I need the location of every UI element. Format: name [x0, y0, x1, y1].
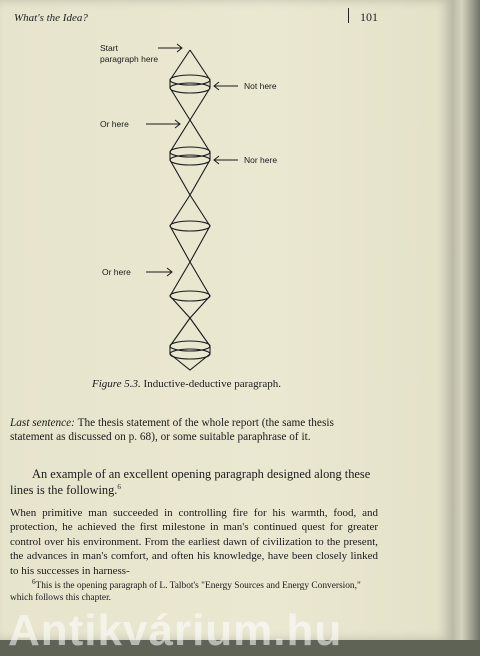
running-head: What's the Idea? [14, 12, 88, 24]
page-number: 101 [360, 10, 378, 24]
footnote-reference: 6 [117, 482, 121, 491]
cone-5-down [170, 318, 210, 346]
example-paragraph [10, 466, 374, 498]
arrow-or-here-1 [146, 120, 180, 128]
last-sentence-paragraph [10, 416, 374, 444]
arrow-or-here-2 [146, 268, 172, 276]
cone-3-ellipse [170, 221, 210, 231]
label-start-line2: paragraph here [100, 54, 159, 64]
figure-caption [92, 378, 281, 390]
caption-text: Inductive-deductive paragraph. [143, 378, 281, 390]
footnote [10, 577, 378, 604]
label-not-here: Not here [244, 81, 277, 91]
footnote-marker: 6 [32, 577, 36, 586]
last-sentence-text: The thesis statement of the whole report (the same thesis statement as discussed on p. 68), or some suitable paraphrase of it. [10, 417, 334, 443]
example-text: An example of an excellent opening paragraph designed along these lines is the following. [10, 467, 371, 497]
cone-4-ellipse [170, 291, 210, 301]
arrow-start [158, 44, 182, 52]
label-start: Start [100, 43, 118, 53]
arrow-not-here [214, 82, 238, 90]
footnote-text: This is the opening paragraph of L. Talbot's "Energy Sources and Energy Conversion," which follows this chapter. [10, 581, 361, 603]
last-sentence-term: Last sentence: [10, 417, 75, 429]
quoted-paragraph: When primitive man succeeded in controlling fire for his warmth, food, and protection, he achieved the first milestone in man's continued quest for greater control over his environment. From the earliest dawn of civilization to the present, the advances in man's comfort, and often his knowledge, have been closely linked to his successes in harness- [10, 507, 378, 577]
caption-number: Figure 5.3. [92, 378, 141, 390]
cone-5-tip [170, 354, 210, 370]
arrow-nor-here [214, 156, 238, 164]
label-nor-here: Nor here [244, 155, 278, 165]
label-or-here-2: Or here [102, 267, 131, 277]
watermark: Antikvárium.hu [8, 606, 343, 655]
label-or-here-1: Or here [100, 119, 129, 129]
